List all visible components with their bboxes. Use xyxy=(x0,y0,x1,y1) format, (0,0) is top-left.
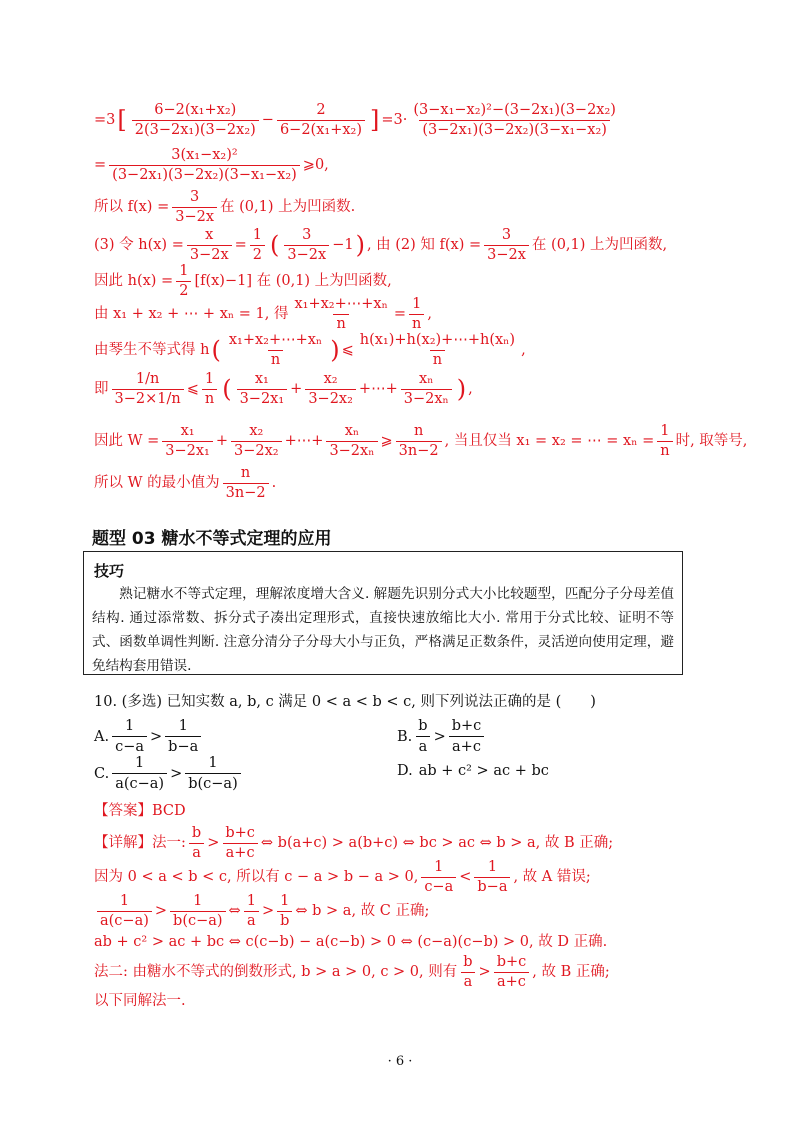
text: 所以 f(x) = xyxy=(94,198,170,215)
fraction: $\frac{1}{a}$ xyxy=(244,894,259,928)
bracket-open: [ xyxy=(117,106,127,134)
text: 由 x₁ + x₂ + ⋯ + xₙ = 1, 得 xyxy=(94,305,289,322)
text: , xyxy=(427,305,432,322)
fraction: $\frac{1}{n}$ xyxy=(202,372,217,406)
text: = xyxy=(393,305,407,322)
detail-line-4 xyxy=(94,935,607,950)
fraction: $\frac{1}{b-a}$ xyxy=(165,718,201,755)
detail-line-3 xyxy=(94,894,429,928)
text: [f(x)−1] 在 (0,1) 上为凹函数, xyxy=(194,272,392,289)
fraction: $\frac{b+c}{a+c}$ xyxy=(449,718,485,755)
text: , 故 B 正确; xyxy=(532,963,610,980)
solution-line-5 xyxy=(94,264,392,298)
fraction: $\frac{\text{6−2(x₁+x₂)}}{\text{2(3−2x₁)(3−2x₂)}}$ xyxy=(132,103,259,137)
text: > xyxy=(154,902,168,919)
fraction: $\frac{1}{n}$ xyxy=(409,297,424,331)
fraction: $\frac{b}{a}$ xyxy=(189,826,204,860)
fraction: $\frac{1}{2}$ xyxy=(176,264,191,298)
fraction: $\frac{1}{a(c-a)}$ xyxy=(97,894,152,928)
solution-line-2 xyxy=(94,148,329,182)
text: +⋯+ xyxy=(284,432,324,449)
text: − xyxy=(261,111,274,128)
text: + xyxy=(215,432,229,449)
paren-close: ) xyxy=(456,375,467,403)
text: ab + c² > ac + bc ⇔ c(c−b) − a(c−b) > 0 ⇔ (c−a)(c−b) > 0, 故 D 正确. xyxy=(94,934,608,950)
option-text: ab + c² > ac + bc xyxy=(418,763,549,779)
tip-box xyxy=(83,551,683,675)
fraction: $\frac{b}{a}$ xyxy=(415,718,430,755)
fraction: $\frac{1}{c-a}$ xyxy=(421,860,456,894)
fraction: $\frac{1}{n}$ xyxy=(657,424,672,458)
fraction: $\frac{2}{\text{6−2(x₁+x₂)}}$ xyxy=(277,103,365,137)
solution-line-9 xyxy=(94,424,747,458)
text: 【详解】法一: xyxy=(94,834,186,851)
fraction: $\frac{\text{x₂}}{\text{3−2x₂}}$ xyxy=(305,372,356,406)
text: 由琴生不等式得 h xyxy=(94,341,210,358)
paren-close: ) xyxy=(355,231,365,259)
text: ⩾ xyxy=(380,432,393,449)
text: 因此 W = xyxy=(94,432,160,449)
fraction: $\frac{\text{x₁+x₂+⋯+xₙ}}{n}$ xyxy=(294,296,388,332)
text: > xyxy=(150,728,163,745)
tip-title: 技巧 xyxy=(94,562,125,580)
fraction: $\frac{\text{xₙ}}{\text{3−2xₙ}}$ xyxy=(326,424,377,458)
text: =3 xyxy=(94,111,116,128)
tip-body: 熟记糖水不等式定理，理解浓度增大含义. 解题先识别分式大小比较题型，匹配分子分母差值结构. 通过添常数、拆分式子凑出定理形式，直接快速放缩比大小. 常用于分式比较、证明不等式、函数单调性判断. 注意分清分子分母大小与正负，严格满足正数条件，灵活逆向使用定理，避免结构套用错误. xyxy=(92,586,674,674)
text: = xyxy=(94,156,107,173)
fraction: $\frac{1}{c-a}$ xyxy=(112,718,147,755)
text: 时, 取等号, xyxy=(675,432,748,449)
detail-line-2 xyxy=(94,860,591,894)
fraction: $\frac{x}{3-2x}$ xyxy=(187,228,232,262)
option-label: D. xyxy=(397,763,413,779)
text: > xyxy=(170,765,183,782)
paren-open: ( xyxy=(211,336,221,364)
text: > xyxy=(261,902,275,919)
fraction: $\frac{1/n}{3-2\times 1/n}$ xyxy=(112,372,184,406)
fraction: $\frac{\text{x₁}}{\text{3−2x₁}}$ xyxy=(237,372,288,406)
fraction: $\frac{3}{3-2x}$ xyxy=(284,228,329,262)
option-c xyxy=(94,755,244,792)
detail-line-6 xyxy=(94,994,186,1009)
fraction: $\frac{\text{(3−x₁−x₂)²−(3−2x₁)(3−2x₂)}}{\text{(3−2x₁)(3−2x₂)(3−x₁−x₂)}}$ xyxy=(413,102,616,138)
fraction: $\frac{\text{x₁+x₂+⋯+xₙ}}{n}$ xyxy=(228,332,323,368)
fraction: $\frac{\text{x₂}}{\text{3−2x₂}}$ xyxy=(231,424,282,458)
solution-line-3 xyxy=(94,190,355,224)
solution-line-6 xyxy=(94,297,432,331)
text: ⩾0, xyxy=(302,156,329,173)
fraction: $\frac{\text{h(x₁)+h(x₂)+⋯+h(xₙ)}}{n}$ xyxy=(359,332,516,368)
text: , 当且仅当 x₁ = x₂ = ⋯ = xₙ = xyxy=(444,432,655,449)
solution-line-7 xyxy=(94,333,526,367)
text: ⇔ xyxy=(228,902,241,919)
answer-text: 【答案】BCD xyxy=(94,803,186,819)
text: > xyxy=(207,834,220,851)
paren-close: ) xyxy=(330,336,340,364)
fraction: $\frac{n}{3n-2}$ xyxy=(223,466,269,500)
text: −1 xyxy=(332,236,354,253)
text: ⇔ b(a+c) > a(b+c) ⇔ bc > ac ⇔ b > a, 故 B 正确; xyxy=(260,834,614,851)
paren-open: ( xyxy=(222,375,232,403)
fraction: $\frac{b}{a}$ xyxy=(460,955,475,989)
option-d xyxy=(397,763,549,779)
solution-line-10 xyxy=(94,466,276,500)
text: (3) 令 h(x) = xyxy=(94,236,184,253)
detail-line-5 xyxy=(94,955,610,989)
fraction: $\frac{3}{3-2x}$ xyxy=(172,190,217,224)
page-number: · 6 · xyxy=(387,1054,413,1069)
text: +⋯+ xyxy=(358,380,398,397)
fraction: $\frac{1}{b-a}$ xyxy=(474,860,510,894)
text: =3· xyxy=(381,111,408,128)
question-stem: 10. (多选) 已知实数 a, b, c 满足 0 < a < b < c, 则下列说法正确的是 ( ) xyxy=(94,694,596,710)
option-label: B. xyxy=(397,728,413,745)
text: > xyxy=(478,963,491,980)
text: 所以 W 的最小值为 xyxy=(94,474,220,491)
fraction: $\frac{\text{x₁}}{\text{3−2x₁}}$ xyxy=(162,424,213,458)
text: ⩽ xyxy=(341,341,354,358)
section-heading: 题型 03 糖水不等式定理的应用 xyxy=(92,529,332,549)
text: , xyxy=(521,341,526,358)
detail-line-1 xyxy=(94,826,613,860)
answer-line xyxy=(94,804,186,819)
text: < xyxy=(459,868,472,885)
fraction: $\frac{3}{3-2x}$ xyxy=(484,228,529,262)
text: ⇔ b > a, 故 C 正确; xyxy=(295,902,430,919)
option-a xyxy=(94,718,204,755)
fraction: $\frac{1}{b(c-a)}$ xyxy=(185,755,241,792)
text: , 故 A 错误; xyxy=(513,868,591,885)
text: + xyxy=(290,380,303,397)
fraction: $\frac{b+c}{a+c}$ xyxy=(222,826,258,860)
text: ⩽ xyxy=(186,380,199,397)
fraction: $\frac{1}{b(c-a)}$ xyxy=(170,894,226,928)
option-label: C. xyxy=(94,765,110,782)
text: 法二: 由糖水不等式的倒数形式, b > a > 0, c > 0, 则有 xyxy=(94,963,458,980)
text: 在 (0,1) 上为凹函数, xyxy=(531,236,668,253)
solution-line-8 xyxy=(94,372,473,406)
text: , xyxy=(468,380,473,397)
fraction: $\frac{n}{3n-2}$ xyxy=(396,424,442,458)
fraction: $\frac{b+c}{a+c}$ xyxy=(494,955,530,989)
bracket-close: ] xyxy=(370,106,380,134)
fraction: $\frac{1}{b}$ xyxy=(277,894,292,928)
text: 在 (0,1) 上为凹函数. xyxy=(220,198,356,215)
text: 因此 h(x) = xyxy=(94,272,174,289)
fraction: $\frac{\text{3(x₁−x₂)²}}{\text{(3−2x₁)(3−2x₂)(3−x₁−x₂)}}$ xyxy=(109,148,300,182)
option-label: A. xyxy=(94,728,110,745)
solution-line-4 xyxy=(94,228,667,262)
fraction: $\frac{\text{xₙ}}{\text{3−2xₙ}}$ xyxy=(401,372,452,406)
option-b xyxy=(397,718,487,755)
fraction: $\frac{1}{a(c-a)}$ xyxy=(112,755,167,792)
text: 以下同解法一. xyxy=(94,993,186,1009)
fraction: $\frac{1}{2}$ xyxy=(250,228,265,262)
solution-line-1 xyxy=(94,103,622,137)
text: , 由 (2) 知 f(x) = xyxy=(366,236,482,253)
text: 即 xyxy=(94,380,109,397)
text: 因为 0 < a < b < c, 所以有 c − a > b − a > 0, xyxy=(94,868,419,885)
text: = xyxy=(234,236,247,253)
text: > xyxy=(433,728,446,745)
paren-open: ( xyxy=(270,231,280,259)
text: . xyxy=(271,474,277,491)
